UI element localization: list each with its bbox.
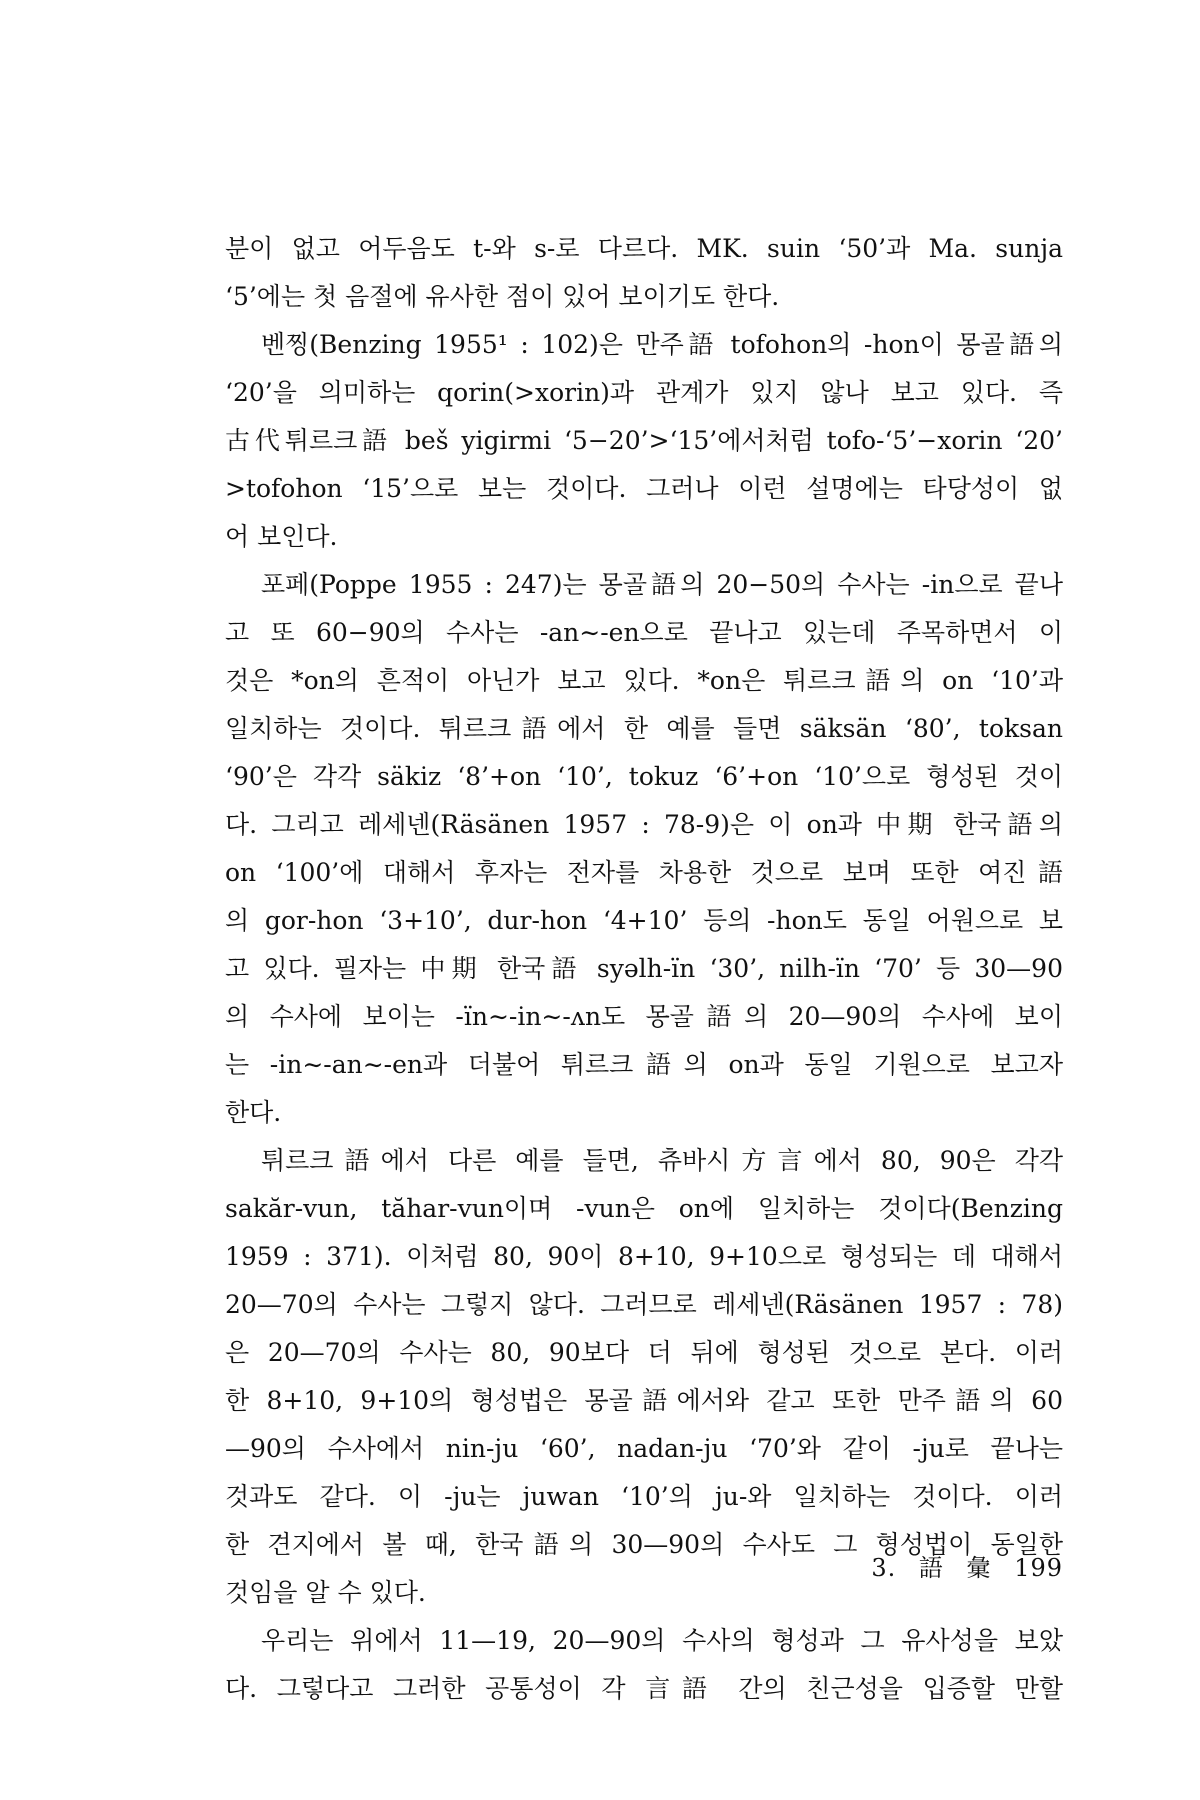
text-line: 우리는 위에서 11—19, 20—90의 수사의 형성과 그 유사성을 보았: [261, 1626, 1063, 1655]
text-line: 은 20—70의 수사는 80, 90보다 더 뒤에 형성된 것으로 본다. 이러: [225, 1338, 1063, 1367]
text-line: 한다.: [225, 1098, 282, 1127]
section-number: 3.: [871, 1554, 897, 1582]
text-line: 는 -in∼-an∼-en과 더불어 튀르크語의 on과 동일 기원으로 보고자: [225, 1050, 1063, 1079]
text-line: sakăr-vun, tăhar-vun이며 -vun은 on에 일치하는 것이다(Benzing: [225, 1194, 1063, 1223]
text-line: 의 gor-hon ‘3+10’, dur-hon ‘4+10’ 등의 -hon도 동일 어원으로 보: [225, 906, 1063, 935]
text-line: 20—70의 수사는 그렇지 않다. 그러므로 레세넨(Räsänen 1957 : 78): [225, 1290, 1063, 1319]
text-line: 포페(Poppe 1955 : 247)는 몽골語의 20−50의 수사는 -in으로 끝나: [261, 570, 1063, 599]
text-line: 것은 *on의 흔적이 아닌가 보고 있다. *on은 튀르크語의 on ‘10’과: [225, 666, 1063, 695]
paragraph-2: [225, 321, 1063, 561]
text-line: >tofohon ‘15’으로 보는 것이다. 그러나 이런 설명에는 타당성이 없: [225, 474, 1063, 503]
section-title-char: 彙: [966, 1554, 992, 1582]
text-line: 古代튀르크語 beš yigirmi ‘5−20’>‘15’에서처럼 tofo-‘5’−xorin ‘20’: [225, 426, 1063, 455]
page-footer: [225, 1548, 1063, 1588]
text-line: 한 8+10, 9+10의 형성법은 몽골語에서와 같고 또한 만주語의 60: [225, 1386, 1063, 1415]
text-line: 1959 : 371). 이처럼 80, 90이 8+10, 9+10으로 형성되는 데 대해서: [225, 1242, 1063, 1271]
paragraph-3: [225, 561, 1063, 1137]
text-line: 다. 그리고 레세넨(Räsänen 1957 : 78-9)은 이 on과 中期 한국語의: [225, 810, 1063, 839]
text-line: 일치하는 것이다. 튀르크語에서 한 예를 들면 säksän ‘80’, toksan: [225, 714, 1063, 743]
page-number: 199: [1014, 1554, 1063, 1582]
text-line: 한 견지에서 볼 때, 한국語의 30—90의 수사도 그 형성법이 동일한: [225, 1530, 1063, 1559]
text-line: —90의 수사에서 nin-ju ‘60’, nadan-ju ‘70’와 같이 -ju로 끝나는: [225, 1434, 1063, 1463]
paragraph-1: [225, 225, 1063, 321]
page-body: [225, 225, 1063, 1713]
text-line: ‘90’은 각각 säkiz ‘8’+on ‘10’, tokuz ‘6’+on ‘10’으로 형성된 것이: [225, 762, 1063, 791]
text-line: 벤찡(Benzing 1955¹ : 102)은 만주語 tofohon의 -hon이 몽골語의: [261, 330, 1063, 359]
text-line: 튀르크語에서 다른 예를 들면, 츄바시方言에서 80, 90은 각각: [261, 1146, 1063, 1175]
text-line: on ‘100’에 대해서 후자는 전자를 차용한 것으로 보며 또한 여진語: [225, 858, 1063, 887]
text-line: 다. 그렇다고 그러한 공통성이 각 言語 간의 친근성을 입증할 만할: [225, 1674, 1063, 1703]
text-line: 의 수사에 보이는 -ïn∼-in∼-ʌn도 몽골語의 20—90의 수사에 보이: [225, 1002, 1063, 1031]
text-line: 분이 없고 어두음도 t-와 s-로 다르다. MK. suin ‘50’과 Ma. sunja: [225, 234, 1063, 263]
paragraph-5: [225, 1617, 1063, 1713]
text-line: 것임을 알 수 있다.: [225, 1578, 426, 1607]
paragraph-4: [225, 1137, 1063, 1617]
text-line: 것과도 같다. 이 -ju는 juwan ‘10’의 ju-와 일치하는 것이다. 이러: [225, 1482, 1063, 1511]
section-title-char: 語: [918, 1554, 944, 1582]
text-line: 고 또 60−90의 수사는 -an∼-en으로 끝나고 있는데 주목하면서 이: [225, 618, 1063, 647]
text-line: ‘5’에는 첫 음절에 유사한 점이 있어 보이기도 한다.: [225, 282, 780, 311]
text-line: ‘20’을 의미하는 qorin(>xorin)과 관계가 있지 않나 보고 있다. 즉: [225, 378, 1063, 407]
text-line: 고 있다. 필자는 中期 한국語 syəlh-ïn ‘30’, nilh-ïn ‘70’ 등 30—90: [225, 954, 1063, 983]
text-line: 어 보인다.: [225, 522, 338, 551]
